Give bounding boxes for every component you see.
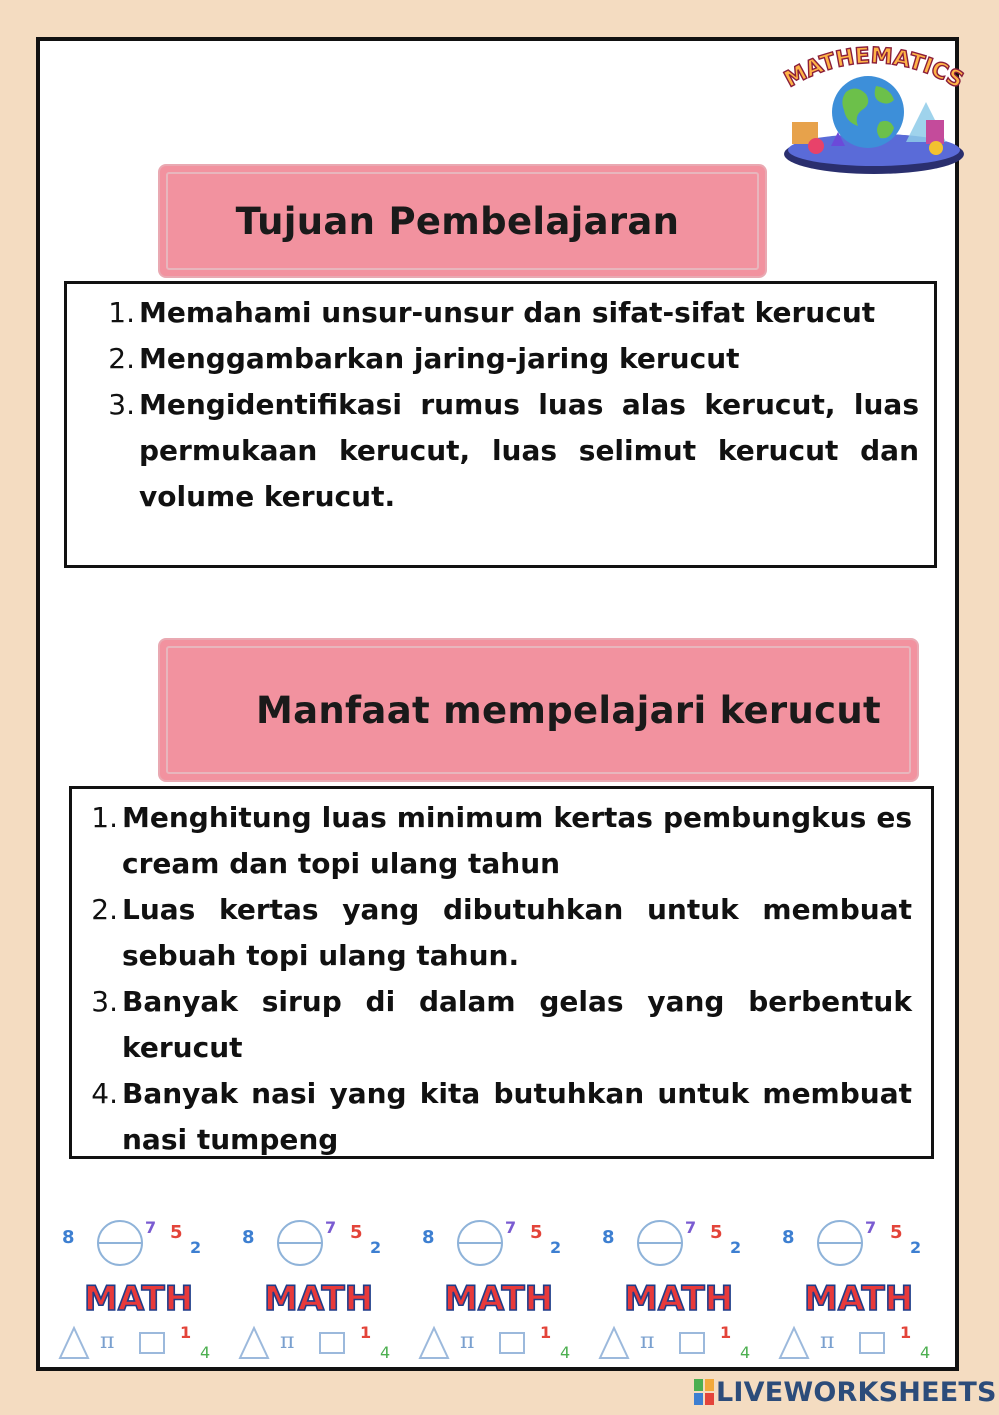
svg-text:8: 8 (422, 1227, 435, 1248)
liveworksheets-logo-icon (692, 1377, 716, 1407)
svg-text:5: 5 (350, 1222, 363, 1243)
svg-text:π: π (100, 1329, 115, 1354)
tujuan-title: Tujuan Pembelajaran (235, 199, 680, 243)
svg-text:4: 4 (380, 1343, 391, 1362)
math-decoration-strip (40, 1208, 958, 1378)
tujuan-list (108, 290, 919, 520)
liveworksheets-watermark (692, 1373, 997, 1411)
svg-text:4: 4 (560, 1343, 571, 1362)
svg-text:1: 1 (900, 1323, 912, 1342)
math-doodle-tile (240, 1218, 390, 1362)
svg-text:8: 8 (62, 1227, 75, 1248)
math-badge: MATH (624, 1279, 734, 1319)
svg-text:1: 1 (540, 1323, 552, 1342)
mathematics-logo (776, 42, 966, 177)
manfaat-banner (160, 640, 917, 780)
manfaat-title: Manfaat mempelajari kerucut (256, 688, 881, 732)
manfaat-list-box (69, 786, 934, 1159)
tujuan-list-box (64, 281, 937, 568)
math-doodle-tile (420, 1218, 570, 1362)
svg-text:π: π (280, 1329, 295, 1354)
list-item: 4. Banyak nasi yang kita butuhkan untuk membuat nasi tumpeng (91, 1077, 912, 1156)
svg-text:7: 7 (145, 1218, 157, 1237)
svg-text:1: 1 (360, 1323, 372, 1342)
math-doodle-tile (780, 1218, 930, 1362)
svg-text:2: 2 (190, 1238, 202, 1257)
list-item: 3. Banyak sirup di dalam gelas yang berbentuk kerucut (91, 985, 912, 1064)
list-item: 1. Memahami unsur-unsur dan sifat-sifat kerucut (108, 296, 876, 329)
globe-icon (776, 42, 966, 177)
svg-text:π: π (460, 1329, 475, 1354)
svg-text:4: 4 (200, 1343, 211, 1362)
logo-text: MATHEMATICS (780, 43, 966, 94)
math-badge: MATH (264, 1279, 374, 1319)
svg-text:8: 8 (602, 1227, 615, 1248)
svg-text:5: 5 (170, 1222, 183, 1243)
math-badge: MATH (84, 1279, 194, 1319)
watermark-text: LIVEWORKSHEETS (716, 1376, 997, 1408)
svg-text:2: 2 (730, 1238, 742, 1257)
manfaat-list (91, 795, 912, 1163)
svg-text:1: 1 (180, 1323, 192, 1342)
svg-text:π: π (820, 1329, 835, 1354)
math-badge: MATH (444, 1279, 554, 1319)
svg-text:2: 2 (550, 1238, 562, 1257)
svg-text:8: 8 (242, 1227, 255, 1248)
list-item: 3. Mengidentifikasi rumus luas alas kerucut, luas permukaan kerucut, luas selimut kerucut dan volume kerucut. (108, 388, 919, 513)
svg-text:1: 1 (720, 1323, 732, 1342)
svg-text:π: π (640, 1329, 655, 1354)
svg-text:7: 7 (505, 1218, 517, 1237)
svg-text:4: 4 (920, 1343, 931, 1362)
list-item: 2. Luas kertas yang dibutuhkan untuk membuat sebuah topi ulang tahun. (91, 893, 912, 972)
svg-text:2: 2 (910, 1238, 922, 1257)
svg-text:8: 8 (782, 1227, 795, 1248)
svg-text:5: 5 (530, 1222, 543, 1243)
tujuan-banner (160, 166, 765, 276)
list-item: 2. Menggambarkan jaring-jaring kerucut (108, 342, 740, 375)
math-doodle-tile (600, 1218, 750, 1362)
svg-text:7: 7 (685, 1218, 697, 1237)
math-doodle-tile (60, 1218, 210, 1362)
svg-text:7: 7 (325, 1218, 337, 1237)
svg-text:4: 4 (740, 1343, 751, 1362)
svg-text:5: 5 (710, 1222, 723, 1243)
svg-text:2: 2 (370, 1238, 382, 1257)
list-item: 1. Menghitung luas minimum kertas pembungkus es cream dan topi ulang tahun (91, 801, 912, 880)
math-badge: MATH (804, 1279, 914, 1319)
svg-text:5: 5 (890, 1222, 903, 1243)
svg-text:7: 7 (865, 1218, 877, 1237)
